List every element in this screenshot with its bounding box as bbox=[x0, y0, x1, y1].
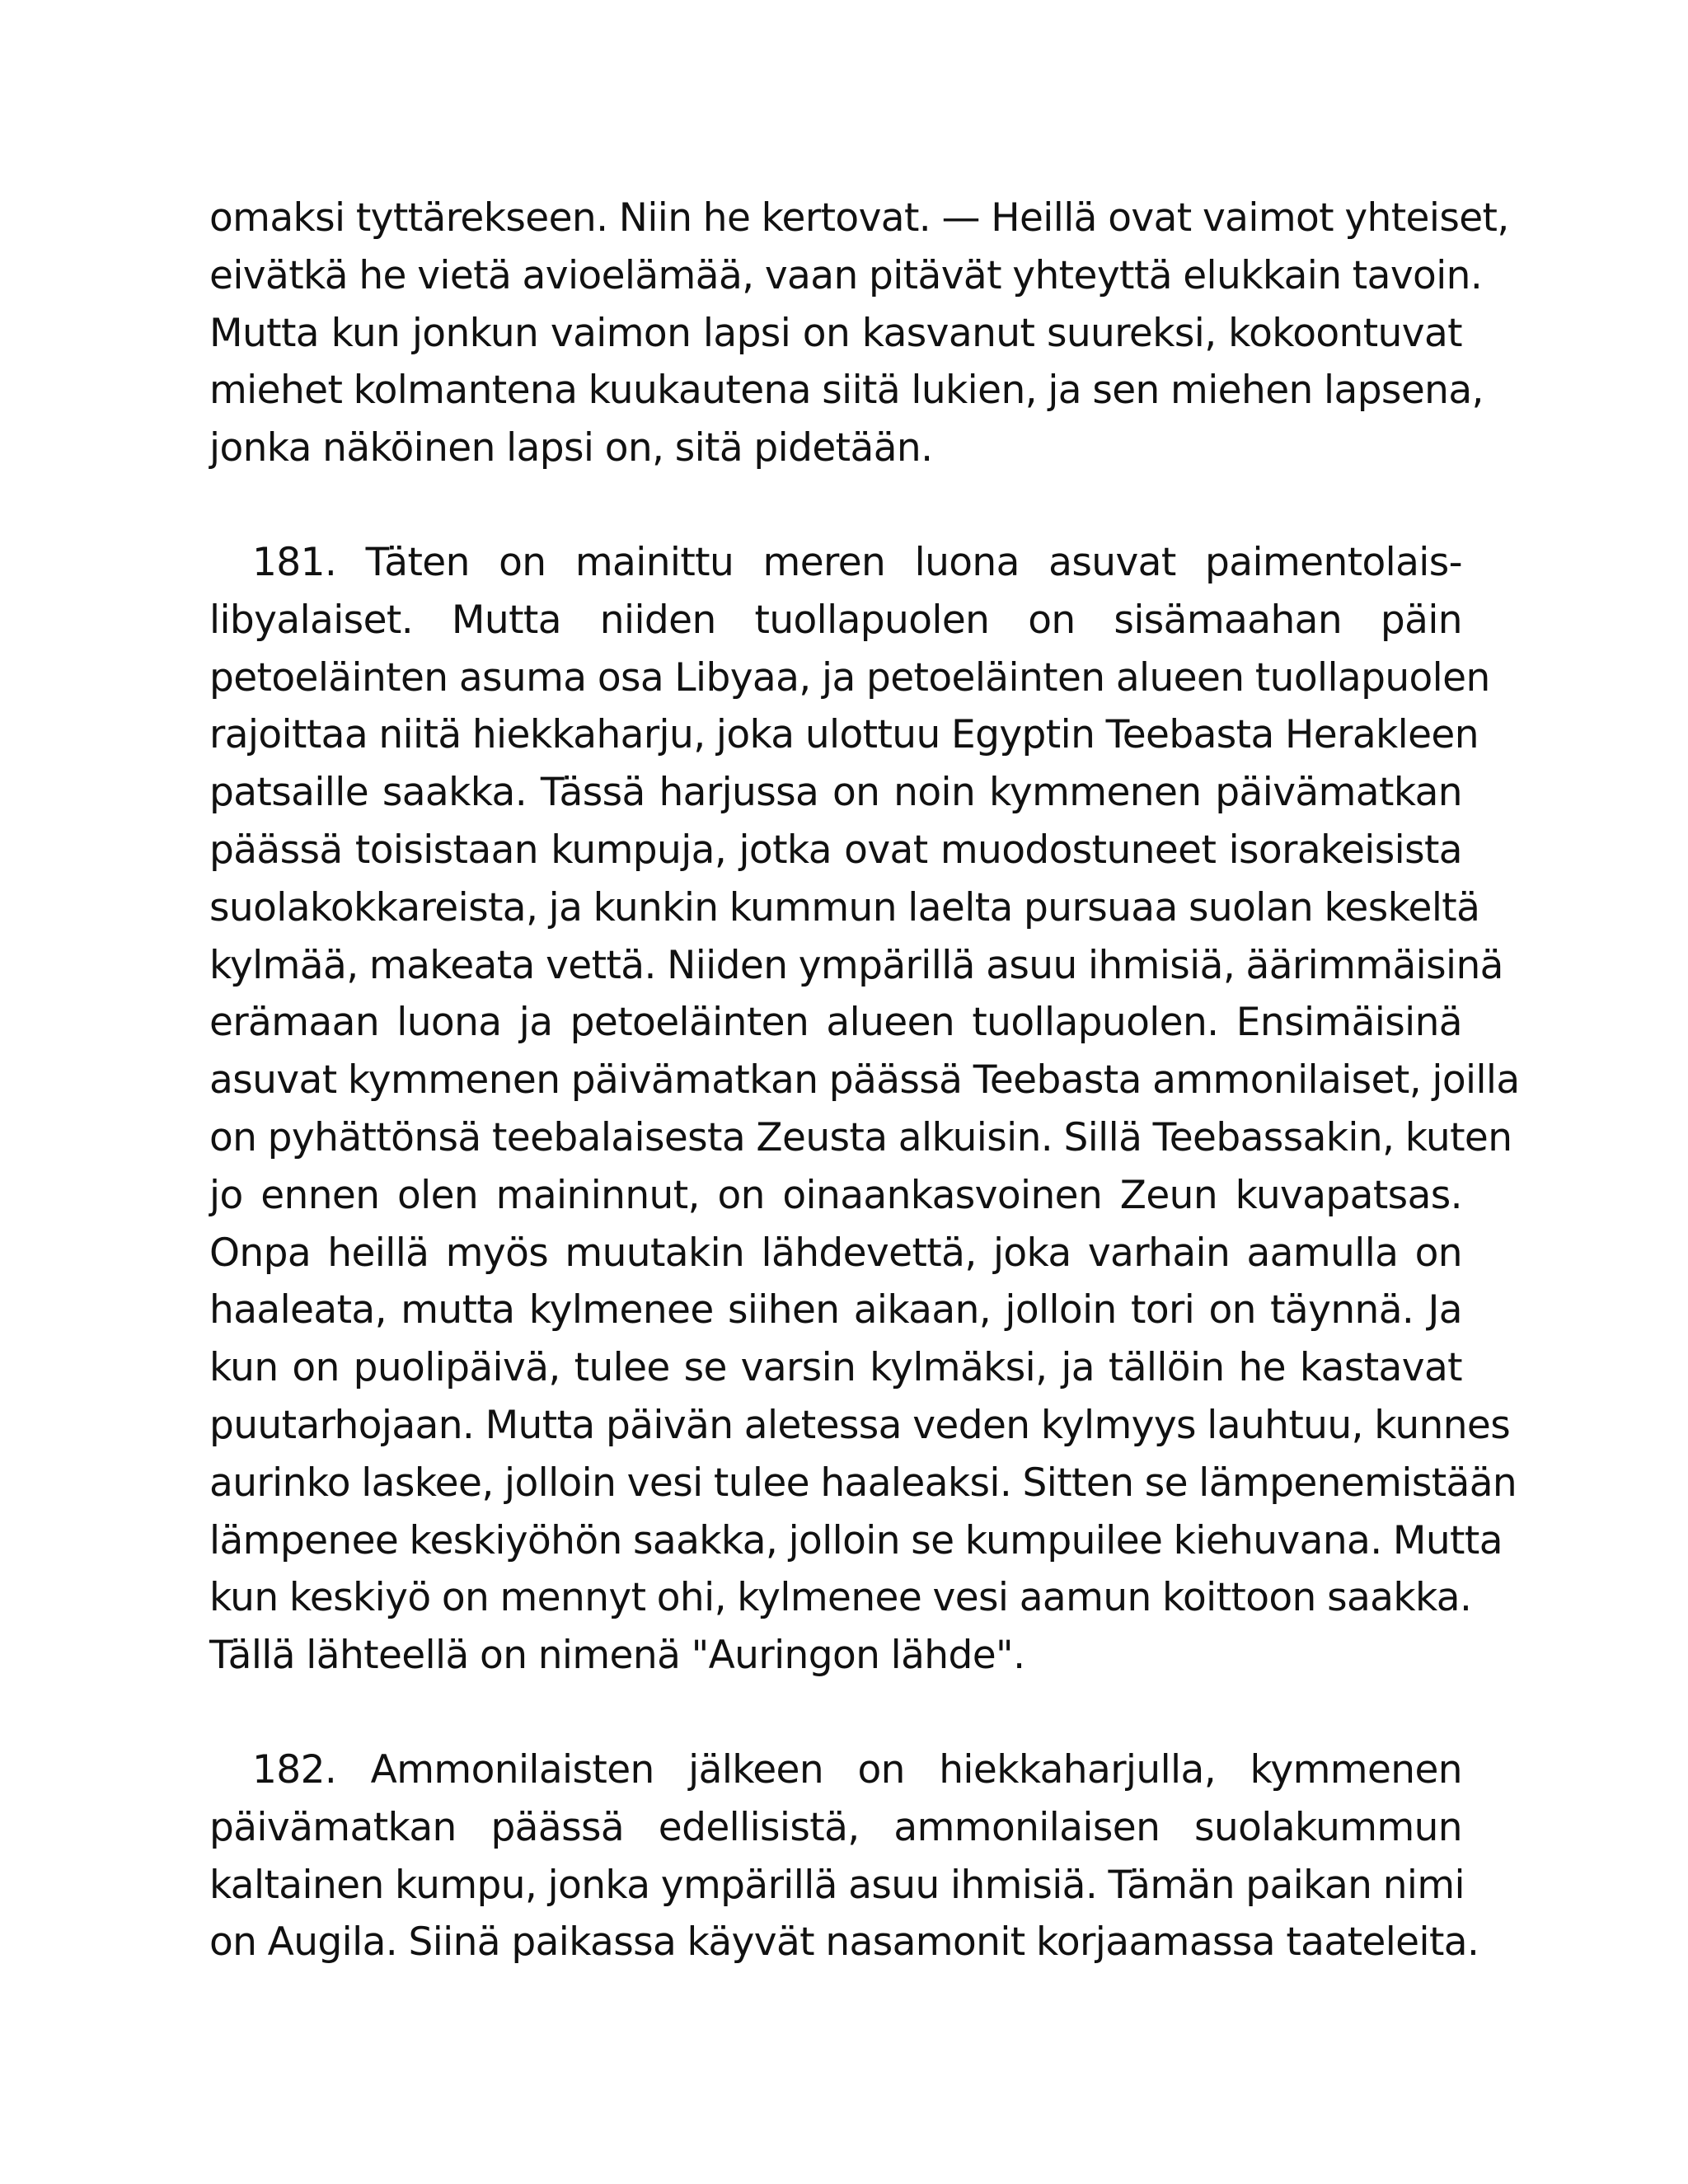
text-line: jonka näköinen lapsi on, sitä pidetään. bbox=[209, 425, 933, 471]
text-line: Mutta kun jonkun vaimon lapsi on kasvanut suureksi, kokoontuvat bbox=[209, 310, 1462, 356]
text-line: kylmää, makeata vettä. Niiden ympärillä asuu ihmisiä, äärimmäisinä bbox=[209, 942, 1503, 988]
text-line: kun on puolipäivä, tulee se varsin kylmäksi, ja tällöin he kastavat bbox=[209, 1345, 1462, 1391]
text-line: jo ennen olen maininnut, on oinaankasvoinen Zeun kuvapatsas. bbox=[209, 1172, 1462, 1218]
paragraph-182 bbox=[209, 1741, 1479, 1971]
text-line: asuvat kymmenen päivämatkan päässä Teebasta ammonilaiset, joilla bbox=[209, 1057, 1520, 1104]
text-line: suolakokkareista, ja kunkin kummun laelta pursuaa suolan keskeltä bbox=[209, 884, 1480, 930]
text-line: omaksi tyttärekseen. Niin he kertovat. — Heillä ovat vaimot yhteiset, bbox=[209, 195, 1509, 241]
text-line: petoeläinten asuma osa Libyaa, ja petoeläinten alueen tuollapuolen bbox=[209, 654, 1490, 701]
text-line: Onpa heillä myös muutakin lähdevettä, joka varhain aamulla on bbox=[209, 1230, 1462, 1276]
text-line: eivätkä he vietä avioelämää, vaan pitävät yhteyttä elukkain tavoin. bbox=[209, 252, 1483, 298]
text-line: päässä toisistaan kumpuja, jotka ovat muodostuneet isorakeisista bbox=[209, 827, 1462, 873]
text-line: päivämatkan päässä edellisistä, ammonilaisen suolakummun bbox=[209, 1804, 1462, 1850]
text-line: patsaille saakka. Tässä harjussa on noin kymmenen päivämatkan bbox=[209, 770, 1462, 816]
text-line: haaleata, mutta kylmenee siihen aikaan, jolloin tori on täynnä. Ja bbox=[209, 1287, 1462, 1333]
text-line: aurinko laskee, jolloin vesi tulee haaleaksi. Sitten se lämpenemistään bbox=[209, 1460, 1517, 1506]
text-line: erämaan luona ja petoeläinten alueen tuollapuolen. Ensimäisinä bbox=[209, 1000, 1462, 1046]
document-page bbox=[209, 190, 1520, 1971]
text-line: kaltainen kumpu, jonka ympärillä asuu ihmisiä. Tämän paikan nimi bbox=[209, 1862, 1465, 1908]
text-line: 182. Ammonilaisten jälkeen on hiekkaharjulla, kymmenen bbox=[252, 1746, 1462, 1793]
paragraph-181 bbox=[209, 534, 1520, 1685]
text-line: libyalaiset. Mutta niiden tuollapuolen on sisämaahan päin bbox=[209, 597, 1462, 643]
text-line: puutarhojaan. Mutta päivän aletessa veden kylmyys lauhtuu, kunnes bbox=[209, 1402, 1511, 1448]
text-line: on Augila. Siinä paikassa käyvät nasamonit korjaamassa taateleita. bbox=[209, 1919, 1479, 1966]
text-line: lämpenee keskiyöhön saakka, jolloin se kumpuilee kiehuvana. Mutta bbox=[209, 1517, 1503, 1563]
text-line: rajoittaa niitä hiekkaharju, joka ulottuu Egyptin Teebasta Herakleen bbox=[209, 712, 1479, 758]
text-line: Tällä lähteellä on nimenä "Auringon lähde". bbox=[209, 1633, 1025, 1679]
text-line: 181. Täten on mainittu meren luona asuvat paimentolais- bbox=[252, 539, 1462, 585]
text-line: kun keskiyö on mennyt ohi, kylmenee vesi aamun koittoon saakka. bbox=[209, 1575, 1472, 1621]
text-line: on pyhättönsä teebalaisesta Zeusta alkuisin. Sillä Teebassakin, kuten bbox=[209, 1114, 1512, 1160]
text-line: miehet kolmantena kuukautena siitä lukien, ja sen miehen lapsena, bbox=[209, 368, 1484, 414]
paragraph-continuation bbox=[209, 190, 1509, 477]
